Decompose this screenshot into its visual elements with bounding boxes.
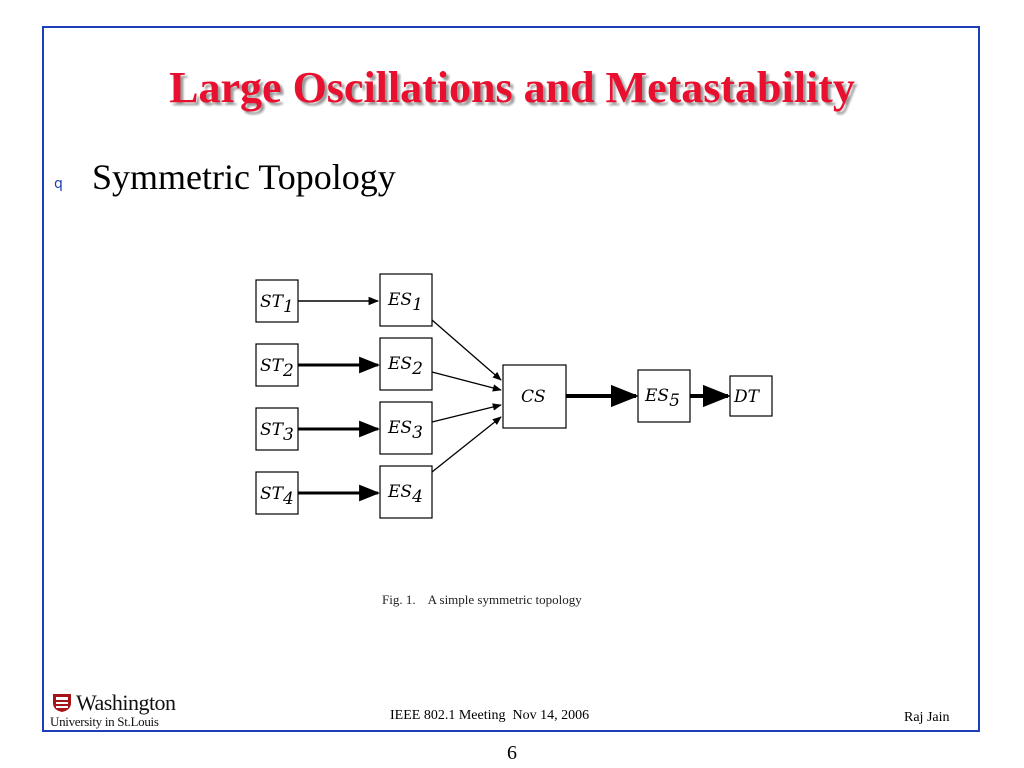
node-es2 xyxy=(380,338,432,390)
edge-es1-cs xyxy=(432,320,501,380)
node-es3 xyxy=(380,402,432,454)
node-st4 xyxy=(256,472,298,514)
node-st1 xyxy=(256,280,298,322)
node-cs-label: CS xyxy=(521,387,546,407)
node-cs xyxy=(503,365,566,428)
node-es5 xyxy=(638,370,690,422)
shield-icon xyxy=(52,693,72,713)
node-es2-label: ES2 xyxy=(388,354,423,379)
node-es3-label: ES3 xyxy=(388,418,423,443)
logo-subtitle: University in St.Louis xyxy=(50,714,159,729)
node-st3 xyxy=(256,408,298,450)
topology-diagram xyxy=(240,262,800,532)
topology-figure xyxy=(240,262,800,537)
node-st1-label: ST1 xyxy=(260,292,294,317)
node-es1-label: ES1 xyxy=(388,290,423,315)
node-dt-label: DT xyxy=(734,387,759,407)
edge-es3-cs xyxy=(432,405,501,422)
node-es1 xyxy=(380,274,432,326)
node-st2-label: ST2 xyxy=(260,356,294,381)
bullet-marker: q xyxy=(54,176,63,192)
page-number: 6 xyxy=(507,742,517,764)
edge-es4-cs xyxy=(432,417,501,472)
node-st3-label: ST3 xyxy=(260,420,294,445)
bullet-text: Symmetric Topology xyxy=(92,157,396,197)
node-st2 xyxy=(256,344,298,386)
footer-meeting: IEEE 802.1 Meeting Nov 14, 2006 xyxy=(390,708,590,723)
node-es4-label: ES4 xyxy=(388,482,423,507)
caption-prefix: Fig. 1. xyxy=(382,592,416,607)
node-dt xyxy=(730,376,772,416)
caption-text: A simple symmetric topology xyxy=(427,592,582,607)
figure-caption xyxy=(382,592,582,608)
slide-title: Large Oscillations and Metastability xyxy=(169,63,855,112)
node-st4-label: ST4 xyxy=(260,484,294,509)
edge-es2-cs xyxy=(432,372,501,390)
footer-author: Raj Jain xyxy=(904,710,950,725)
node-es5-label: ES5 xyxy=(645,386,680,411)
node-es4 xyxy=(380,466,432,518)
logo-wordmark: Washington xyxy=(76,690,176,715)
